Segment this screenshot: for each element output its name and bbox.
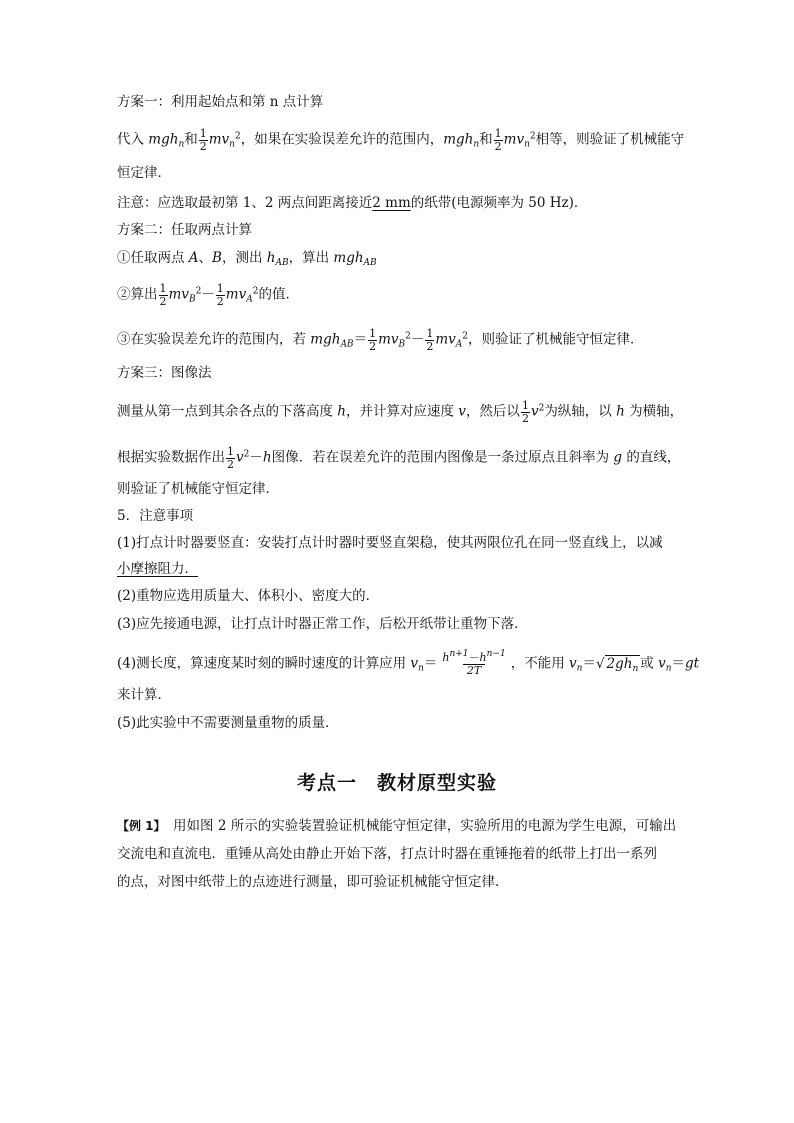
- example-1-line1: 【例 1】 用如图 2 所示的实验装置验证机械能守恒定律，实验所用的电源为学生电源，可输出: [117, 818, 677, 834]
- scheme2-step2: ②算出 $\frac{1}{2}$ $mv_B^2-$ $\frac{1}{2}$ $mv_A^2$的值．: [117, 282, 299, 308]
- scheme3-line2: 根据实验数据作出 $\frac{1}{2}$ $v^2-h$图像．若在误差允许的范围内图像是一条过原点且斜率为 g 的直线，: [117, 445, 681, 471]
- scheme2-step3: ③在实验误差允许的范围内，若 mgh$_{AB}$＝ $\frac{1}{2}$ $mv_B^2-$ $\frac{1}{2}$ $mv_A^2$，则验证了机械能守恒定律．: [117, 327, 644, 353]
- fraction-half: $\frac{1}{2}$: [369, 327, 377, 353]
- scheme3-line1: 测量从第一点到其余各点的下落高度 h，并计算对应速度 v，然后以 $\frac{1}{2}$ $v^2$为纵轴，以 h 为横轴，: [117, 399, 684, 425]
- scheme1-title: 方案一：利用起始点和第 n 点计算: [117, 94, 324, 110]
- note-1-line2: [117, 563, 198, 577]
- sqrt-expression: √ $2gh_n$: [595, 655, 639, 674]
- scheme1-note: 注意：应选取最初第 1、2 两点间距离接近2 mm的纸带(电源频率为 50 Hz)．: [117, 195, 588, 211]
- fraction-half: $\frac{1}{2}$: [199, 127, 207, 153]
- note-3: (3)应先接通电源，让打点计时器正常工作，后松开纸带让重物下落．: [117, 616, 528, 632]
- section-heading: 考点一 教材原型实验: [296, 772, 497, 794]
- fraction-half: $\frac{1}{2}$: [521, 399, 529, 425]
- note-1-line1: (1)打点计时器要竖直：安装打点计时器时要竖直架稳，使其两限位孔在同一竖直线上，以减: [117, 535, 663, 551]
- fraction-half: $\frac{1}{2}$: [494, 127, 502, 153]
- fraction-half: $\frac{1}{2}$: [426, 327, 434, 353]
- scheme2-title: 方案二：任取两点计算: [117, 222, 252, 238]
- scheme3-line3: 则验证了机械能守恒定律．: [117, 481, 279, 497]
- fraction-half: $\frac{1}{2}$: [227, 445, 234, 471]
- fraction-half: $\frac{1}{2}$: [216, 282, 224, 308]
- example-1-line2: 交流电和直流电．重锤从高处由静止开始下落，打点计时器在重锤拖着的纸带上打出一系列: [117, 846, 657, 862]
- scheme1-line2: 恒定律．: [117, 165, 171, 181]
- note-4-line2: 来计算．: [117, 687, 171, 703]
- note-4: (4)测长度，算速度某时刻的瞬时速度的计算应用 $v_n=$ $\frac{h^{n+1}-h^{n-1}}{2T}$ ，不能用 $v_n=√$ $2gh_n$ 或 $v_n=gt$: [117, 649, 700, 677]
- note-2: (2)重物应选用质量大、体积小、密度大的．: [117, 588, 380, 604]
- example-tag: 【例 1】: [117, 819, 160, 833]
- note-5: (5)此实验中不需要测量重物的质量．: [117, 715, 339, 731]
- notes-title: 5．注意事项: [117, 508, 194, 524]
- velocity-fraction: $\frac{h^{n+1}-h^{n-1}}{2T}$: [442, 649, 506, 677]
- scheme3-title: 方案三：图像法: [117, 365, 212, 381]
- underlined-answer: 小摩擦阻力．: [117, 561, 198, 577]
- example-1-line3: 的点，对图中纸带上的点迹进行测量，即可验证机械能守恒定律．: [117, 874, 509, 890]
- scheme2-step1: ①任取两点 A、B，测出 $h_{AB}$，算出 mgh$_{AB}$: [117, 250, 377, 268]
- underlined-answer: 2 mm: [372, 195, 411, 211]
- fraction-half: $\frac{1}{2}$: [159, 282, 167, 308]
- scheme1-formula-line: 代入 mgh$_n$和 $\frac{1}{2}$ $mv_n^2$，如果在实验误差允许的范围内，mgh$_n$和 $\frac{1}{2}$ $mv_n^2$相等，则验证了机械能守: [117, 127, 685, 153]
